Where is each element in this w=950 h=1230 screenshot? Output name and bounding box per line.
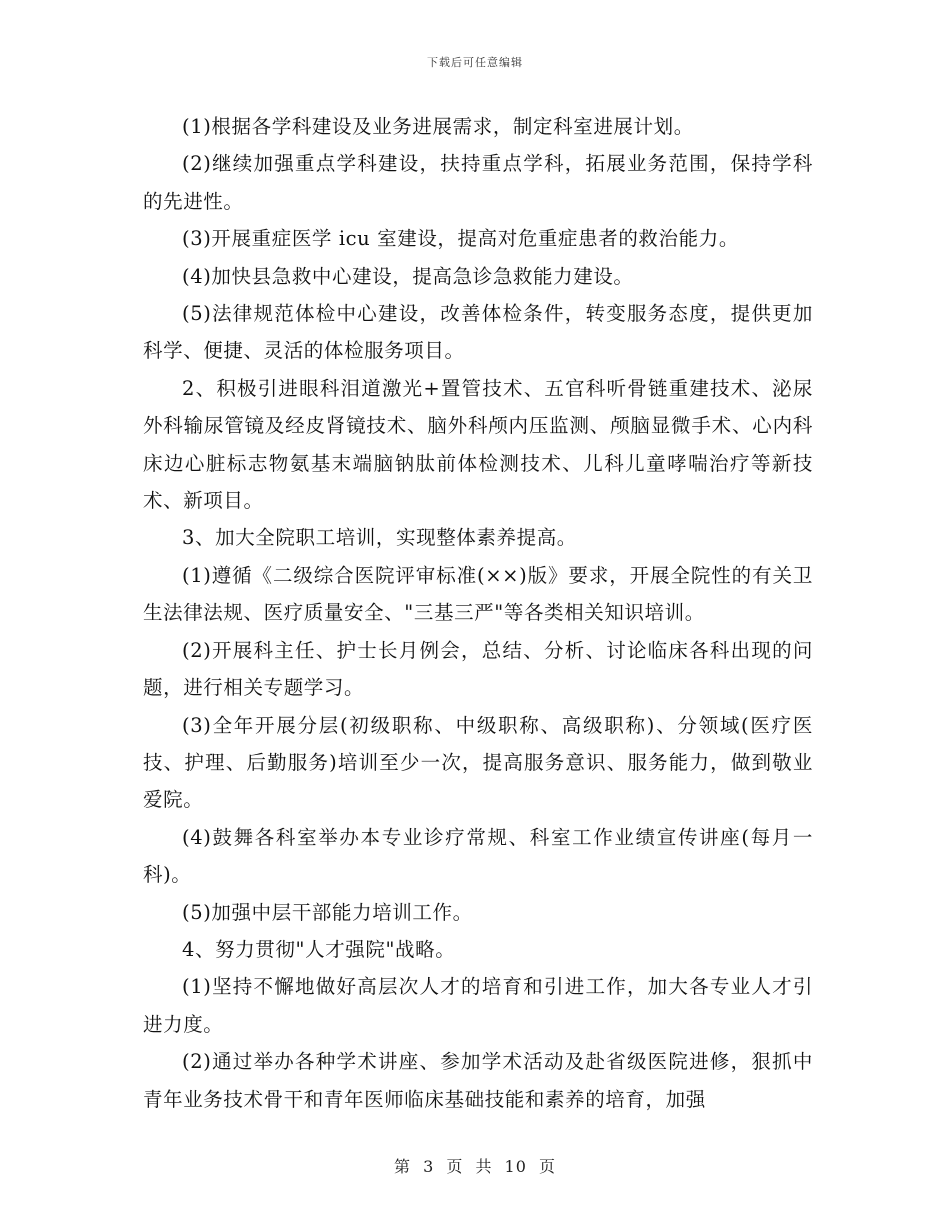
document-body — [143, 108, 813, 1118]
paragraph-4-1: (1)坚持不懈地做好高层次人才的培育和引进工作，加大各专业人才引进力度。 — [143, 975, 813, 1036]
paragraph-3-1: (1)遵循《二级综合医院评审标准(××)版》要求，开展全院性的有关卫生法律法规、医疗质量安全、"三基三严"等各类相关知识培训。 — [143, 563, 813, 625]
paragraph-3-4: (4)鼓舞各科室举办本专业诊疗常规、科室工作业绩宣传讲座(每月一科)。 — [143, 825, 813, 887]
paragraph-3-3: (3)全年开展分层(初级职称、中级职称、高级职称)、分领域(医疗医技、护理、后勤服务)培训至少一次，提高服务意识、服务能力，做到敬业爱院。 — [143, 713, 813, 812]
paragraph-1-5: (5)法律规范体检中心建设，改善体检条件，转变服务态度，提供更加科学、便捷、灵活的体检服务项目。 — [143, 302, 813, 363]
paragraph-3-5: (5)加强中层干部能力培训工作。 — [182, 900, 473, 924]
paragraph-4-2: (2)通过举办各种学术讲座、参加学术活动及赴省级医院进修，狠抓中青年业务技术骨干和青年医师临床基础技能和素养的培育，加强 — [143, 1050, 813, 1111]
paragraph-section-2: 2、积极引进眼科泪道激光+置管技术、五官科听骨链重建技术、泌尿外科输尿管镜及经皮肾镜技术、脑外科颅内压监测、颅脑显微手术、心内科床边心脏标志物氨基末端脑钠肽前体检测技术、儿科儿童哮喘治疗等新技术、新项目。 — [143, 376, 813, 513]
paragraph-1-4: (4)加快县急救中心建设，提高急诊急救能力建设。 — [182, 264, 634, 288]
paragraph-1-3: (3)开展重症医学 icu 室建设，提高对危重症患者的救治能力。 — [182, 227, 739, 251]
paragraph-1-1: (1)根据各学科建设及业务进展需求，制定科室进展计划。 — [182, 115, 694, 138]
page-header: 下载后可任意编辑 — [427, 56, 523, 69]
page-footer: 第 3 页 共 10 页 — [394, 1157, 556, 1176]
paragraph-1-2: (2)继续加强重点学科建设，扶持重点学科，拓展业务范围，保持学科的先进性。 — [143, 152, 813, 213]
paragraph-section-3: 3、加大全院职工培训，实现整体素养提高。 — [182, 526, 577, 550]
paragraph-section-4: 4、努力贯彻"人才强院"战略。 — [182, 937, 456, 961]
paragraph-3-2: (2)开展科主任、护士长月例会，总结、分析、讨论临床各科出现的问题，进行相关专题学习。 — [143, 638, 813, 700]
